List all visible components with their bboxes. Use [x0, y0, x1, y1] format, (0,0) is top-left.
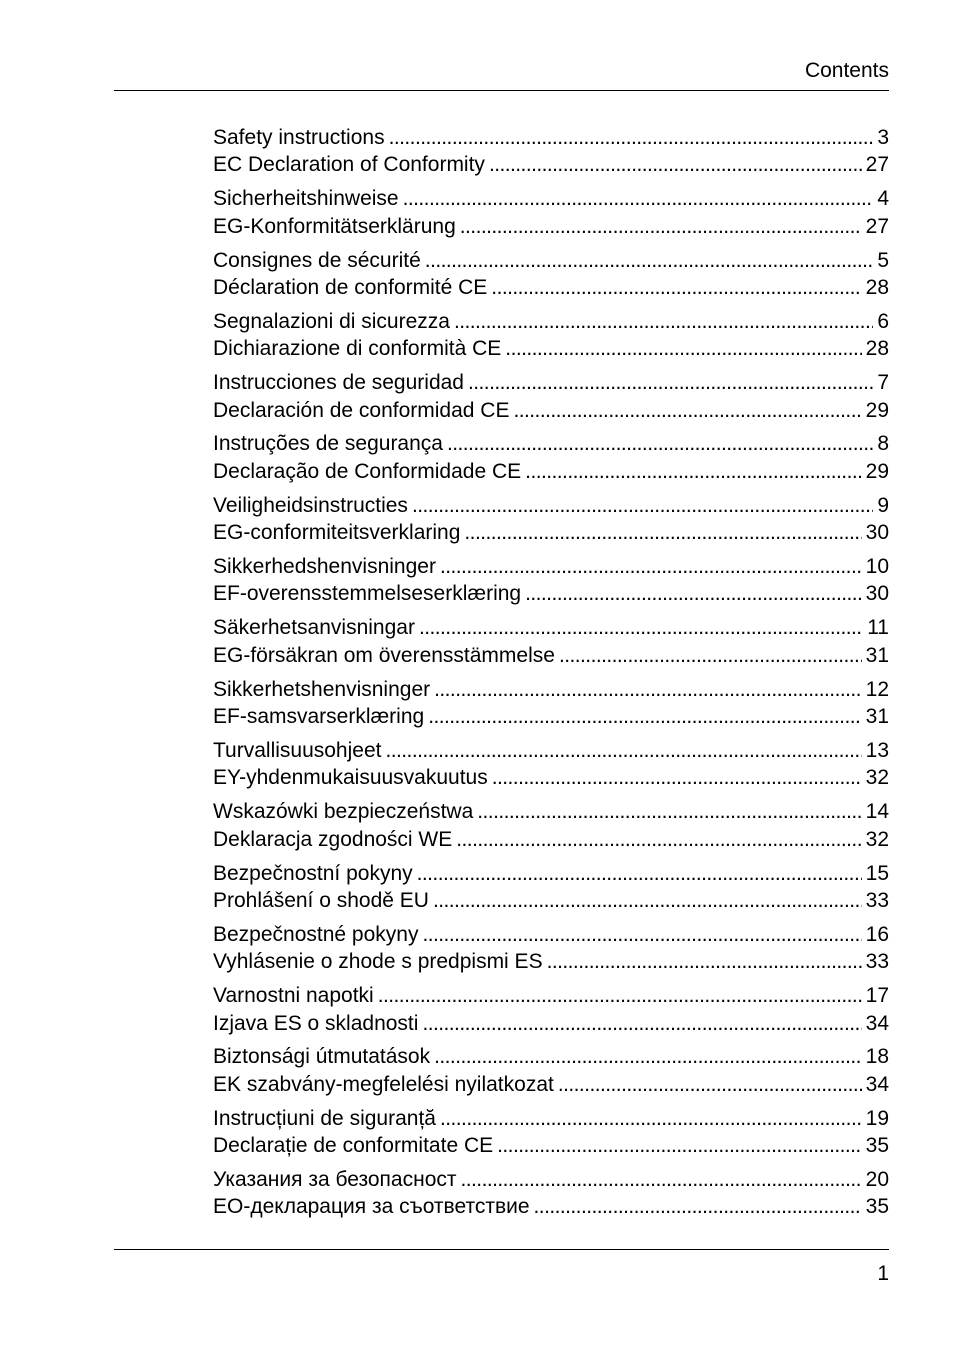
- dot-leader: [440, 553, 862, 580]
- toc-entry-title: EG-conformiteitsverklaring: [213, 521, 461, 545]
- toc-entry[interactable]: [213, 185, 889, 212]
- toc-entry[interactable]: [213, 247, 889, 274]
- toc-entry-page-number: 29: [865, 459, 889, 483]
- toc-entry-page-number: 27: [865, 214, 889, 238]
- toc-entry-page-number: 8: [877, 432, 889, 456]
- page-title: Contents: [804, 59, 889, 82]
- toc-entry[interactable]: [213, 1166, 889, 1193]
- dot-leader: [468, 369, 873, 396]
- toc-entry[interactable]: [213, 430, 889, 457]
- dot-leader: [428, 703, 861, 730]
- toc-entry-title: Указания за безопасност: [213, 1168, 457, 1192]
- dot-leader: [477, 798, 861, 825]
- toc-entry-title: EY-yhdenmukaisuusvakuutus: [213, 766, 488, 790]
- dot-leader: [456, 826, 861, 853]
- toc-entry-page-number: 14: [865, 800, 889, 824]
- table-of-contents: [213, 124, 889, 1227]
- toc-entry[interactable]: [213, 764, 889, 791]
- toc-entry-title: Dichiarazione di conformità CE: [213, 337, 502, 361]
- toc-entry-page-number: 12: [865, 677, 889, 701]
- toc-group: [213, 185, 889, 246]
- dot-leader: [525, 580, 862, 607]
- toc-entry[interactable]: [213, 580, 889, 607]
- dot-leader: [492, 764, 862, 791]
- toc-entry[interactable]: [213, 1010, 889, 1037]
- toc-entry-title: Segnalazioni di sicurezza: [213, 309, 450, 333]
- toc-entry-title: Prohlášení o shodě EU: [213, 888, 429, 912]
- toc-entry-title: Vyhlásenie o zhode s predpismi ES: [213, 950, 543, 974]
- toc-entry[interactable]: [213, 860, 889, 887]
- dot-leader: [434, 1043, 862, 1070]
- toc-entry-title: Sicherheitshinweise: [213, 187, 399, 211]
- page-number: 1: [877, 1262, 889, 1285]
- toc-group: [213, 798, 889, 859]
- toc-entry-page-number: 30: [865, 521, 889, 545]
- toc-entry[interactable]: [213, 1132, 889, 1159]
- toc-entry-page-number: 33: [865, 888, 889, 912]
- toc-entry-title: Declaração de Conformidade CE: [213, 459, 522, 483]
- toc-entry[interactable]: [213, 1043, 889, 1070]
- dot-leader: [385, 737, 861, 764]
- toc-entry-page-number: 6: [877, 309, 889, 333]
- toc-entry-page-number: 13: [865, 738, 889, 762]
- toc-entry-page-number: 19: [865, 1106, 889, 1130]
- toc-entry[interactable]: [213, 369, 889, 396]
- toc-entry-title: Biztonsági útmutatások: [213, 1045, 431, 1069]
- toc-entry-page-number: 34: [865, 1072, 889, 1096]
- toc-entry-page-number: 27: [865, 153, 889, 177]
- dot-leader: [389, 124, 874, 151]
- toc-entry[interactable]: [213, 737, 889, 764]
- toc-group: [213, 982, 889, 1043]
- toc-group: [213, 1043, 889, 1104]
- toc-entry[interactable]: [213, 124, 889, 151]
- toc-entry[interactable]: [213, 458, 889, 485]
- dot-leader: [525, 458, 861, 485]
- toc-entry[interactable]: [213, 1105, 889, 1132]
- toc-entry-page-number: 3: [877, 126, 889, 149]
- toc-entry[interactable]: [213, 151, 889, 178]
- toc-entry-page-number: 31: [865, 643, 889, 667]
- toc-entry[interactable]: [213, 335, 889, 362]
- toc-entry-page-number: 17: [865, 984, 889, 1008]
- toc-entry-page-number: 9: [877, 493, 889, 517]
- toc-group: [213, 1105, 889, 1166]
- dot-leader: [440, 1105, 862, 1132]
- toc-entry-title: Sikkerhetshenvisninger: [213, 677, 431, 701]
- toc-entry[interactable]: [213, 703, 889, 730]
- toc-entry-page-number: 30: [865, 582, 889, 606]
- toc-entry-title: EG-försäkran om överensstämmelse: [213, 643, 555, 667]
- toc-entry-title: Declaración de conformidad CE: [213, 398, 510, 422]
- toc-entry-page-number: 33: [865, 950, 889, 974]
- toc-entry-title: Consignes de sécurité: [213, 248, 421, 272]
- toc-entry-title: EK szabvány-megfelelési nyilatkozat: [213, 1072, 554, 1096]
- toc-entry-title: Varnostni napotki: [213, 984, 374, 1008]
- toc-group: [213, 369, 889, 430]
- toc-entry-title: Sikkerhedshenvisninger: [213, 555, 436, 579]
- dot-leader: [422, 1010, 861, 1037]
- toc-entry[interactable]: [213, 798, 889, 825]
- toc-entry[interactable]: [213, 519, 889, 546]
- toc-entry[interactable]: [213, 1071, 889, 1098]
- toc-entry-page-number: 4: [877, 187, 889, 211]
- dot-leader: [491, 274, 861, 301]
- toc-entry-page-number: 35: [865, 1134, 889, 1158]
- toc-entry[interactable]: [213, 982, 889, 1009]
- toc-entry-title: Safety instructions: [213, 126, 385, 149]
- toc-entry-page-number: 20: [865, 1168, 889, 1192]
- dot-leader: [412, 492, 873, 519]
- toc-entry-page-number: 28: [865, 337, 889, 361]
- dot-leader: [417, 860, 862, 887]
- toc-entry[interactable]: [213, 676, 889, 703]
- toc-entry-page-number: 34: [865, 1011, 889, 1035]
- dot-leader: [547, 948, 862, 975]
- toc-entry-title: Izjava ES o skladnosti: [213, 1011, 419, 1035]
- toc-entry-title: Declarație de conformitate CE: [213, 1134, 494, 1158]
- toc-entry-page-number: 31: [865, 705, 889, 729]
- dot-leader: [505, 335, 861, 362]
- dot-leader: [497, 1132, 862, 1159]
- toc-group: [213, 430, 889, 491]
- toc-group: [213, 676, 889, 737]
- dot-leader: [447, 430, 873, 457]
- toc-entry-page-number: 18: [865, 1045, 889, 1069]
- running-footer: [114, 1249, 889, 1287]
- dot-leader: [454, 308, 873, 335]
- dot-leader: [403, 185, 874, 212]
- dot-leader: [489, 151, 862, 178]
- toc-entry-title: Deklaracja zgodności WE: [213, 827, 453, 851]
- dot-leader: [422, 921, 861, 948]
- toc-entry[interactable]: [213, 274, 889, 301]
- toc-entry-page-number: 29: [865, 398, 889, 422]
- toc-entry-title: Bezpečnostné pokyny: [213, 922, 419, 946]
- toc-entry-title: Säkerhetsanvisningar: [213, 616, 415, 640]
- dot-leader: [433, 887, 862, 914]
- toc-entry-title: Bezpečnostní pokyny: [213, 861, 413, 885]
- toc-entry[interactable]: [213, 948, 889, 975]
- toc-entry[interactable]: [213, 397, 889, 424]
- toc-entry-page-number: 35: [865, 1195, 889, 1219]
- dot-leader: [534, 1193, 862, 1220]
- toc-entry-title: EF-samsvarserklæring: [213, 705, 425, 729]
- toc-entry[interactable]: [213, 308, 889, 335]
- toc-entry-title: Wskazówki bezpieczeństwa: [213, 800, 474, 824]
- dot-leader: [460, 213, 862, 240]
- toc-entry[interactable]: [213, 492, 889, 519]
- dot-leader: [559, 642, 862, 669]
- dot-leader: [425, 247, 874, 274]
- toc-entry[interactable]: [213, 614, 889, 641]
- toc-group: [213, 247, 889, 308]
- toc-group: [213, 860, 889, 921]
- toc-group: [213, 921, 889, 982]
- toc-group: [213, 553, 889, 614]
- toc-entry[interactable]: [213, 921, 889, 948]
- toc-entry[interactable]: [213, 213, 889, 240]
- toc-entry[interactable]: [213, 826, 889, 853]
- toc-entry-page-number: 15: [865, 861, 889, 885]
- toc-entry-title: EF-overensstemmelseserklæring: [213, 582, 522, 606]
- toc-entry-title: Instrucciones de seguridad: [213, 371, 464, 395]
- toc-entry-page-number: 32: [865, 766, 889, 790]
- toc-entry[interactable]: [213, 553, 889, 580]
- toc-entry-page-number: 5: [877, 248, 889, 272]
- toc-group: [213, 737, 889, 798]
- toc-entry-page-number: 10: [865, 555, 889, 579]
- dot-leader: [558, 1071, 862, 1098]
- toc-entry-title: Instrucțiuni de siguranță: [213, 1106, 436, 1130]
- toc-entry-page-number: 7: [877, 371, 889, 395]
- toc-entry[interactable]: [213, 887, 889, 914]
- dot-leader: [464, 519, 861, 546]
- dot-leader: [378, 982, 862, 1009]
- running-header: [114, 58, 889, 91]
- dot-leader: [461, 1166, 862, 1193]
- toc-entry-title: Déclaration de conformité CE: [213, 275, 488, 299]
- toc-group: [213, 308, 889, 369]
- toc-entry-page-number: 32: [865, 827, 889, 851]
- dot-leader: [513, 397, 861, 424]
- toc-entry-title: Instruções de segurança: [213, 432, 443, 456]
- toc-entry-title: Veiligheidsinstructies: [213, 493, 408, 517]
- dot-leader: [434, 676, 862, 703]
- toc-group: [213, 124, 889, 185]
- toc-entry-page-number: 16: [865, 922, 889, 946]
- toc-entry[interactable]: [213, 642, 889, 669]
- toc-group: [213, 1166, 889, 1227]
- toc-entry[interactable]: [213, 1193, 889, 1220]
- dot-leader: [419, 614, 863, 641]
- toc-entry-title: EC Declaration of Conformity: [213, 153, 485, 177]
- toc-group: [213, 614, 889, 675]
- toc-entry-title: EG-Konformitätserklärung: [213, 214, 456, 238]
- toc-entry-page-number: 28: [865, 275, 889, 299]
- toc-entry-title: Turvallisuusohjeet: [213, 738, 382, 762]
- toc-group: [213, 492, 889, 553]
- toc-entry-page-number: 11: [867, 616, 889, 640]
- toc-entry-title: ЕО-декларация за съответствие: [213, 1195, 530, 1219]
